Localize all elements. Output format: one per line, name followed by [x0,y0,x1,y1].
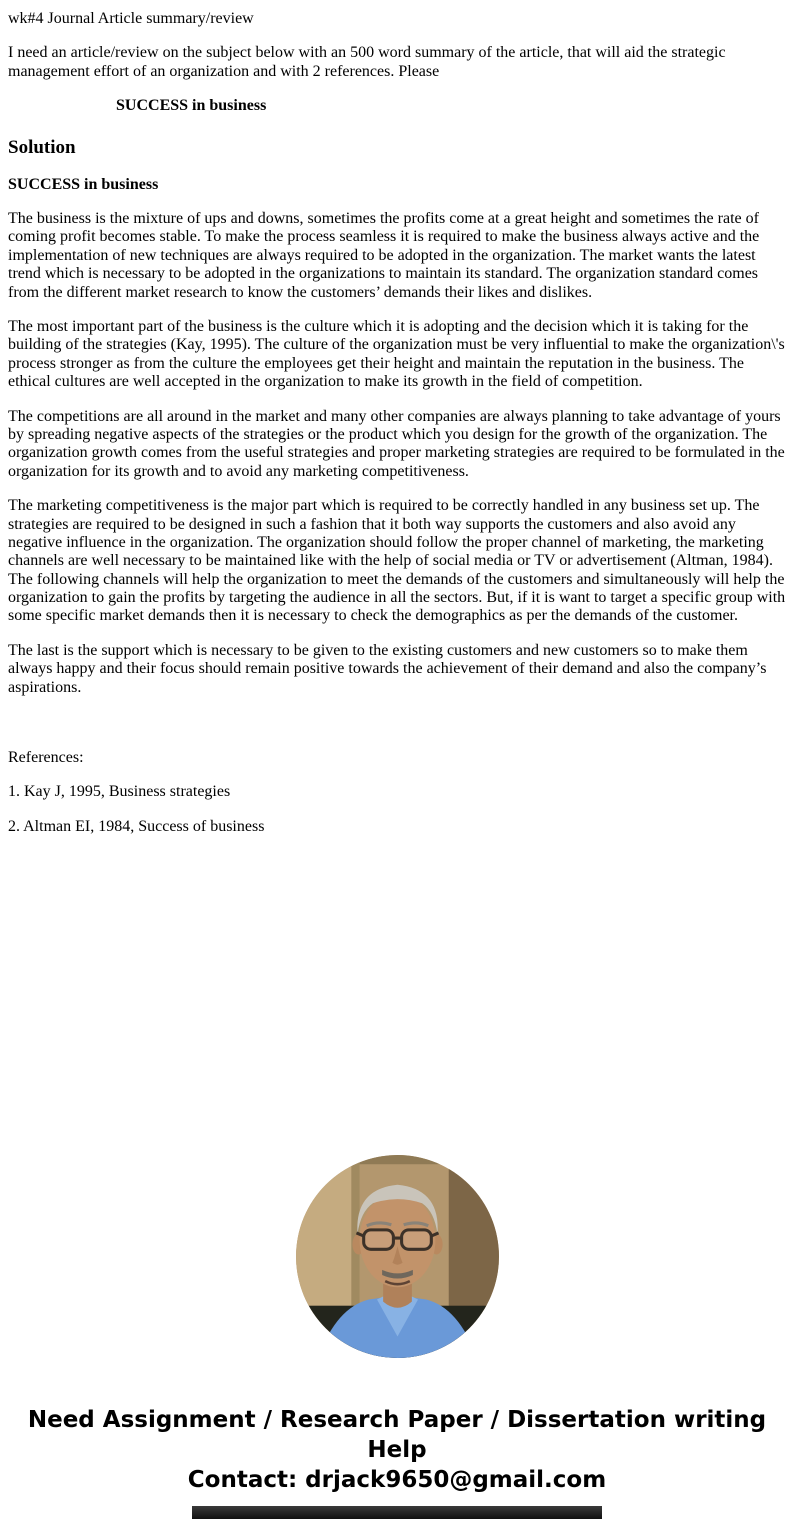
footer-promo [25,1405,770,1495]
reference-item: 1. Kay J, 1995, Business strategies [8,783,231,801]
article-heading: SUCCESS in business [8,176,159,194]
body-paragraph: The most important part of the business is the culture which it is adopting and the decision which it is taking for the building of the strategies (Kay, 1995). The culture of the organization must be very influential to make the organization\'s process stronger as from the culture the employees get their height and maintain the reputation in the business. The ethical cultures are well accepted in the organization to make its growth in the field of competition. [8,318,785,391]
body-paragraph: The competitions are all around in the market and many other companies are always planning to take advantage of yours by spreading negative aspects of the strategies or the product which you design for the growth of the organization. The organization growth comes from the useful strategies and proper marketing strategies are required to be formulated in the organization for its growth and to avoid any marketing competitiveness. [8,407,785,480]
request-text: I need an article/review on the subject below with an 500 word summary of the article, that will aid the strategic management effort of an organization and with 2 references. Please [8,44,726,80]
avatar-section [0,1154,794,1359]
bottom-strip [192,1506,602,1519]
page-title: wk#4 Journal Article summary/review [8,10,254,27]
contact-email: Contact: drjack9650@gmail.com [187,1467,607,1494]
solution-heading: Solution [8,136,76,158]
tutor-avatar [295,1154,500,1359]
body-paragraph: The marketing competitiveness is the major part which is required to be correctly handled in any business set up. The strategies are required to be designed in such a fashion that it both way supports the customers and also avoid any negative influence in the organization. The organization should follow the proper channel of marketing, the marketing channels are well necessary to be maintained like with the help of social media or TV or advertisement (Altman, 1984). The following channels will help the organization to meet the demands of the customers and simultaneously will help the organization to gain the profits by targeting the audience in all the sectors. But, if it is want to target a specific group with some specific market demands then it is necessary to check the demographics as per the demands of the customer. [8,497,786,625]
body-paragraph: The business is the mixture of ups and downs, sometimes the profits come at a great height and sometimes the rate of coming profit becomes stable. To make the process seamless it is required to make the business always active and the implementation of new techniques are always required to be adopted in the organization. The market wants the latest trend which is necessary to be adopted in the organizations to maintain its standard. The organization standard comes from the different market research to know the customers’ demands their likes and dislikes. [8,210,760,301]
reference-item: 2. Altman EI, 1984, Success of business [8,817,265,835]
references-label: References: [8,749,84,767]
body-paragraph: The last is the support which is necessary to be given to the existing customers and new customers so to make them always happy and their focus should remain positive towards the achievement of their demand and also the company’s aspirations. [8,641,767,696]
promo-text: Need Assignment / Research Paper / Dissertation writing Help [27,1407,767,1464]
subject-line: SUCCESS in business [116,97,267,115]
